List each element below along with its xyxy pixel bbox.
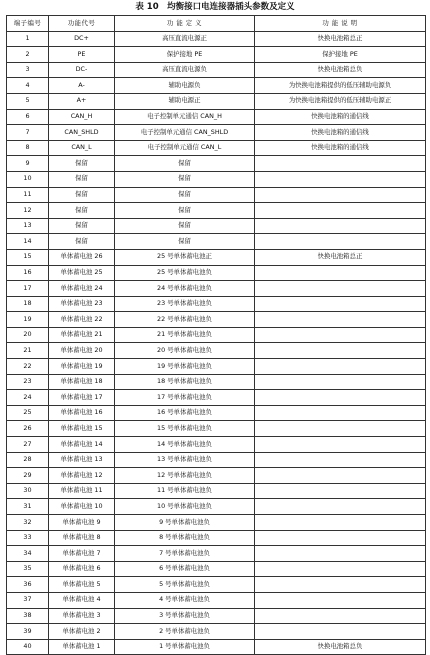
cell-function-code: 单体蓄电池 25 bbox=[49, 265, 115, 281]
cell-function-description bbox=[255, 281, 426, 297]
cell-function-code: 保留 bbox=[49, 203, 115, 219]
cell-function-definition: 电子控制单元通信 CAN_H bbox=[115, 109, 255, 125]
cell-function-definition: 14 号单体蓄电池负 bbox=[115, 437, 255, 453]
table-row bbox=[7, 93, 426, 109]
cell-function-definition: 保留 bbox=[115, 187, 255, 203]
cell-terminal-number: 39 bbox=[7, 624, 49, 640]
cell-function-definition: 22 号单体蓄电池负 bbox=[115, 312, 255, 328]
cell-terminal-number: 10 bbox=[7, 171, 49, 187]
cell-terminal-number: 33 bbox=[7, 530, 49, 546]
table-row bbox=[7, 437, 426, 453]
cell-function-description: 快换电池箱的通信线 bbox=[255, 140, 426, 156]
header-function-description: 功 能 说 明 bbox=[255, 16, 426, 32]
cell-function-description bbox=[255, 546, 426, 562]
cell-function-definition: 16 号单体蓄电池负 bbox=[115, 405, 255, 421]
cell-function-definition: 21 号单体蓄电池负 bbox=[115, 327, 255, 343]
cell-function-code: 单体蓄电池 11 bbox=[49, 483, 115, 499]
cell-function-description bbox=[255, 203, 426, 219]
cell-function-definition: 电子控制单元通信 CAN_L bbox=[115, 140, 255, 156]
cell-terminal-number: 40 bbox=[7, 639, 49, 655]
table-row bbox=[7, 624, 426, 640]
cell-function-code: 单体蓄电池 16 bbox=[49, 405, 115, 421]
cell-function-description bbox=[255, 499, 426, 515]
table-row bbox=[7, 312, 426, 328]
cell-function-code: 保留 bbox=[49, 171, 115, 187]
cell-function-description bbox=[255, 359, 426, 375]
cell-terminal-number: 13 bbox=[7, 218, 49, 234]
cell-function-description bbox=[255, 608, 426, 624]
cell-function-definition: 保护接地 PE bbox=[115, 47, 255, 63]
table-row bbox=[7, 125, 426, 141]
cell-function-description: 快换电池箱总正 bbox=[255, 31, 426, 47]
cell-function-description bbox=[255, 390, 426, 406]
cell-terminal-number: 3 bbox=[7, 62, 49, 78]
table-row bbox=[7, 109, 426, 125]
cell-terminal-number: 23 bbox=[7, 374, 49, 390]
cell-terminal-number: 28 bbox=[7, 452, 49, 468]
cell-function-code: 单体蓄电池 13 bbox=[49, 452, 115, 468]
cell-terminal-number: 18 bbox=[7, 296, 49, 312]
cell-function-definition: 4 号单体蓄电池负 bbox=[115, 592, 255, 608]
cell-terminal-number: 29 bbox=[7, 468, 49, 484]
cell-function-code: 单体蓄电池 7 bbox=[49, 546, 115, 562]
table-row bbox=[7, 421, 426, 437]
cell-terminal-number: 16 bbox=[7, 265, 49, 281]
cell-function-code: 单体蓄电池 9 bbox=[49, 515, 115, 531]
cell-terminal-number: 19 bbox=[7, 312, 49, 328]
cell-function-definition: 8 号单体蓄电池负 bbox=[115, 530, 255, 546]
table-row bbox=[7, 639, 426, 655]
table-row bbox=[7, 218, 426, 234]
table-row bbox=[7, 530, 426, 546]
cell-function-code: DC+ bbox=[49, 31, 115, 47]
table-row bbox=[7, 577, 426, 593]
cell-terminal-number: 20 bbox=[7, 327, 49, 343]
cell-function-code: 单体蓄电池 22 bbox=[49, 312, 115, 328]
table-row bbox=[7, 343, 426, 359]
cell-function-description bbox=[255, 468, 426, 484]
table-row bbox=[7, 499, 426, 515]
cell-function-definition: 2 号单体蓄电池负 bbox=[115, 624, 255, 640]
cell-function-definition: 23 号单体蓄电池负 bbox=[115, 296, 255, 312]
header-terminal-number: 端子编号 bbox=[7, 16, 49, 32]
table-row bbox=[7, 234, 426, 250]
cell-function-code: 单体蓄电池 14 bbox=[49, 437, 115, 453]
cell-function-definition: 1 号单体蓄电池负 bbox=[115, 639, 255, 655]
cell-terminal-number: 27 bbox=[7, 437, 49, 453]
cell-terminal-number: 8 bbox=[7, 140, 49, 156]
cell-function-description bbox=[255, 561, 426, 577]
table-row bbox=[7, 62, 426, 78]
table-row bbox=[7, 156, 426, 172]
cell-function-definition: 19 号单体蓄电池负 bbox=[115, 359, 255, 375]
cell-function-definition: 6 号单体蓄电池负 bbox=[115, 561, 255, 577]
cell-function-definition: 保留 bbox=[115, 218, 255, 234]
cell-function-code: A- bbox=[49, 78, 115, 94]
cell-function-definition: 高压直流电源负 bbox=[115, 62, 255, 78]
table-title: 表 10 均衡接口电连接器插头参数及定义 bbox=[135, 2, 295, 12]
cell-function-description bbox=[255, 327, 426, 343]
cell-terminal-number: 31 bbox=[7, 499, 49, 515]
cell-terminal-number: 36 bbox=[7, 577, 49, 593]
cell-function-code: 保留 bbox=[49, 156, 115, 172]
cell-function-description bbox=[255, 530, 426, 546]
cell-terminal-number: 6 bbox=[7, 109, 49, 125]
cell-function-definition: 13 号单体蓄电池负 bbox=[115, 452, 255, 468]
cell-function-description bbox=[255, 483, 426, 499]
cell-function-description: 保护接地 PE bbox=[255, 47, 426, 63]
cell-function-description: 快换电池箱的通信线 bbox=[255, 109, 426, 125]
cell-terminal-number: 21 bbox=[7, 343, 49, 359]
cell-function-definition: 保留 bbox=[115, 234, 255, 250]
cell-function-definition: 25 号单体蓄电池负 bbox=[115, 265, 255, 281]
cell-function-description bbox=[255, 624, 426, 640]
cell-function-description bbox=[255, 187, 426, 203]
cell-terminal-number: 24 bbox=[7, 390, 49, 406]
table-row bbox=[7, 140, 426, 156]
cell-function-description bbox=[255, 405, 426, 421]
cell-terminal-number: 1 bbox=[7, 31, 49, 47]
cell-function-description bbox=[255, 421, 426, 437]
cell-function-code: CAN_H bbox=[49, 109, 115, 125]
cell-function-code: 单体蓄电池 12 bbox=[49, 468, 115, 484]
table-row bbox=[7, 187, 426, 203]
cell-function-definition: 15 号单体蓄电池负 bbox=[115, 421, 255, 437]
cell-function-definition: 保留 bbox=[115, 203, 255, 219]
table-row bbox=[7, 31, 426, 47]
cell-function-code: 单体蓄电池 2 bbox=[49, 624, 115, 640]
cell-terminal-number: 11 bbox=[7, 187, 49, 203]
table-row bbox=[7, 483, 426, 499]
cell-terminal-number: 30 bbox=[7, 483, 49, 499]
table-row bbox=[7, 390, 426, 406]
cell-function-description bbox=[255, 265, 426, 281]
table-row bbox=[7, 171, 426, 187]
cell-function-definition: 高压直流电源正 bbox=[115, 31, 255, 47]
cell-terminal-number: 15 bbox=[7, 249, 49, 265]
table-row bbox=[7, 296, 426, 312]
cell-function-code: 单体蓄电池 1 bbox=[49, 639, 115, 655]
cell-terminal-number: 2 bbox=[7, 47, 49, 63]
cell-function-description: 为快换电池箱提供的低压辅助电源正 bbox=[255, 93, 426, 109]
cell-function-code: 单体蓄电池 18 bbox=[49, 374, 115, 390]
cell-function-code: 单体蓄电池 10 bbox=[49, 499, 115, 515]
cell-function-code: 单体蓄电池 20 bbox=[49, 343, 115, 359]
cell-terminal-number: 35 bbox=[7, 561, 49, 577]
cell-function-code: 单体蓄电池 4 bbox=[49, 592, 115, 608]
cell-function-description: 快换电池箱总负 bbox=[255, 639, 426, 655]
cell-function-description: 快换电池箱的通信线 bbox=[255, 125, 426, 141]
cell-function-description bbox=[255, 296, 426, 312]
cell-function-code: 单体蓄电池 24 bbox=[49, 281, 115, 297]
table-row bbox=[7, 281, 426, 297]
cell-function-code: CAN_L bbox=[49, 140, 115, 156]
cell-function-definition: 电子控制单元通信 CAN_SHLD bbox=[115, 125, 255, 141]
cell-function-definition: 5 号单体蓄电池负 bbox=[115, 577, 255, 593]
cell-terminal-number: 37 bbox=[7, 592, 49, 608]
table-row bbox=[7, 265, 426, 281]
table-row bbox=[7, 608, 426, 624]
cell-function-description bbox=[255, 343, 426, 359]
table-row bbox=[7, 78, 426, 94]
cell-function-description bbox=[255, 452, 426, 468]
table-row bbox=[7, 405, 426, 421]
cell-terminal-number: 17 bbox=[7, 281, 49, 297]
cell-function-code: DC- bbox=[49, 62, 115, 78]
cell-function-code: A+ bbox=[49, 93, 115, 109]
cell-function-code: 单体蓄电池 21 bbox=[49, 327, 115, 343]
cell-function-definition: 10 号单体蓄电池负 bbox=[115, 499, 255, 515]
cell-function-definition: 辅助电源负 bbox=[115, 78, 255, 94]
cell-function-description bbox=[255, 374, 426, 390]
cell-terminal-number: 26 bbox=[7, 421, 49, 437]
cell-function-code: 单体蓄电池 8 bbox=[49, 530, 115, 546]
cell-function-definition: 18 号单体蓄电池负 bbox=[115, 374, 255, 390]
cell-function-description bbox=[255, 234, 426, 250]
cell-function-definition: 辅助电源正 bbox=[115, 93, 255, 109]
table-header-row bbox=[7, 16, 426, 32]
cell-function-description bbox=[255, 218, 426, 234]
cell-function-definition: 24 号单体蓄电池负 bbox=[115, 281, 255, 297]
table-body bbox=[7, 31, 426, 655]
cell-function-definition: 12 号单体蓄电池负 bbox=[115, 468, 255, 484]
cell-function-description bbox=[255, 171, 426, 187]
cell-function-code: 保留 bbox=[49, 234, 115, 250]
connector-pin-table bbox=[6, 15, 426, 655]
cell-function-definition: 25 号单体蓄电池正 bbox=[115, 249, 255, 265]
cell-function-description bbox=[255, 312, 426, 328]
table-row bbox=[7, 546, 426, 562]
cell-function-code: 单体蓄电池 5 bbox=[49, 577, 115, 593]
cell-function-definition: 3 号单体蓄电池负 bbox=[115, 608, 255, 624]
cell-function-definition: 9 号单体蓄电池负 bbox=[115, 515, 255, 531]
cell-function-definition: 7 号单体蓄电池负 bbox=[115, 546, 255, 562]
cell-terminal-number: 25 bbox=[7, 405, 49, 421]
cell-function-description bbox=[255, 437, 426, 453]
cell-function-description: 为快换电池箱提供的低压辅助电源负 bbox=[255, 78, 426, 94]
cell-function-definition: 11 号单体蓄电池负 bbox=[115, 483, 255, 499]
cell-function-code: CAN_SHLD bbox=[49, 125, 115, 141]
cell-terminal-number: 12 bbox=[7, 203, 49, 219]
cell-function-description bbox=[255, 156, 426, 172]
cell-terminal-number: 4 bbox=[7, 78, 49, 94]
header-function-code: 功能代号 bbox=[49, 16, 115, 32]
cell-function-definition: 17 号单体蓄电池负 bbox=[115, 390, 255, 406]
cell-terminal-number: 34 bbox=[7, 546, 49, 562]
cell-terminal-number: 14 bbox=[7, 234, 49, 250]
cell-terminal-number: 38 bbox=[7, 608, 49, 624]
table-row bbox=[7, 374, 426, 390]
table-row bbox=[7, 561, 426, 577]
header-function-definition: 功 能 定 义 bbox=[115, 16, 255, 32]
cell-function-code: 保留 bbox=[49, 187, 115, 203]
table-row bbox=[7, 359, 426, 375]
cell-terminal-number: 5 bbox=[7, 93, 49, 109]
cell-terminal-number: 22 bbox=[7, 359, 49, 375]
cell-terminal-number: 9 bbox=[7, 156, 49, 172]
cell-terminal-number: 32 bbox=[7, 515, 49, 531]
table-row bbox=[7, 592, 426, 608]
cell-function-code: 单体蓄电池 6 bbox=[49, 561, 115, 577]
cell-function-code: 单体蓄电池 15 bbox=[49, 421, 115, 437]
table-row bbox=[7, 452, 426, 468]
table-row bbox=[7, 515, 426, 531]
cell-function-code: 保留 bbox=[49, 218, 115, 234]
cell-function-code: 单体蓄电池 19 bbox=[49, 359, 115, 375]
cell-function-code: 单体蓄电池 23 bbox=[49, 296, 115, 312]
table-row bbox=[7, 249, 426, 265]
cell-function-description: 快换电池箱总负 bbox=[255, 62, 426, 78]
cell-function-description: 快换电池箱总正 bbox=[255, 249, 426, 265]
cell-function-description bbox=[255, 515, 426, 531]
table-row bbox=[7, 203, 426, 219]
cell-terminal-number: 7 bbox=[7, 125, 49, 141]
cell-function-code: 单体蓄电池 26 bbox=[49, 249, 115, 265]
cell-function-definition: 保留 bbox=[115, 171, 255, 187]
cell-function-description bbox=[255, 577, 426, 593]
table-row bbox=[7, 47, 426, 63]
cell-function-description bbox=[255, 592, 426, 608]
table-row bbox=[7, 327, 426, 343]
cell-function-definition: 20 号单体蓄电池负 bbox=[115, 343, 255, 359]
table-row bbox=[7, 468, 426, 484]
cell-function-code: PE bbox=[49, 47, 115, 63]
cell-function-code: 单体蓄电池 3 bbox=[49, 608, 115, 624]
cell-function-definition: 保留 bbox=[115, 156, 255, 172]
cell-function-code: 单体蓄电池 17 bbox=[49, 390, 115, 406]
